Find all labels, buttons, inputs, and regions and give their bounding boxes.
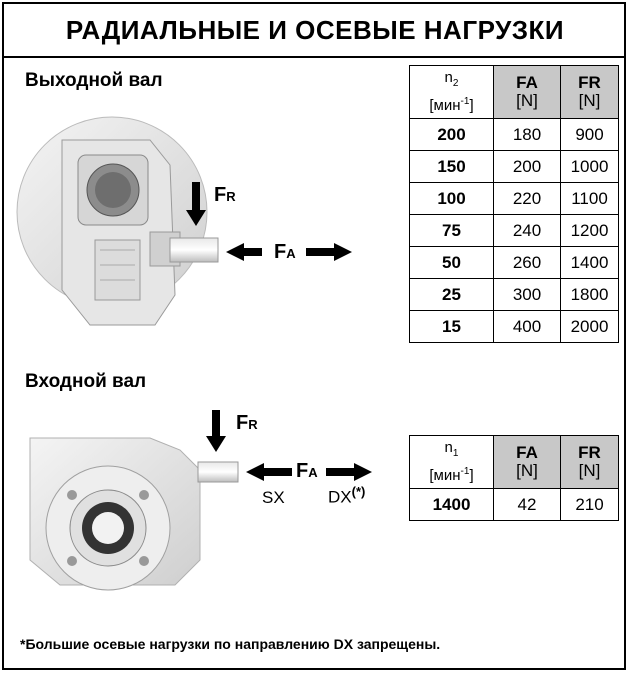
table-row xyxy=(410,279,619,311)
input-shaft-label: Входной вал xyxy=(25,371,147,392)
cell-fa: 180 xyxy=(494,119,561,151)
cell-fa: 42 xyxy=(494,489,561,521)
cell-fa: 300 xyxy=(494,279,561,311)
table-row xyxy=(410,183,619,215)
cell-fr: 1100 xyxy=(561,183,619,215)
header-fr: FR [N] xyxy=(561,66,619,119)
output-gearbox-drawing xyxy=(17,117,218,325)
table-row xyxy=(410,247,619,279)
header-fr: FR [N] xyxy=(561,436,619,489)
table-row xyxy=(410,489,619,521)
header-fa: FA [N] xyxy=(494,66,561,119)
input-load-table xyxy=(409,435,619,521)
input-fa-label: FA xyxy=(296,460,318,482)
cell-fr: 900 xyxy=(561,119,619,151)
output-fa-label: FA xyxy=(274,241,296,263)
footnote: *Большие осевые нагрузки по направлению DX запрещены. xyxy=(20,636,441,652)
cell-speed: 25 xyxy=(410,279,494,311)
table-row xyxy=(410,119,619,151)
cell-fa: 240 xyxy=(494,215,561,247)
input-fa-left-arrow xyxy=(246,463,292,481)
cell-fr: 1400 xyxy=(561,247,619,279)
page-title: РАДИАЛЬНЫЕ И ОСЕВЫЕ НАГРУЗКИ xyxy=(4,4,626,58)
header-speed: $n_2$ [мин$^{-1}$] xyxy=(410,66,494,119)
cell-fa: 200 xyxy=(494,151,561,183)
cell-fr: 1800 xyxy=(561,279,619,311)
cell-fa: 400 xyxy=(494,311,561,343)
input-fr-label: FR xyxy=(236,412,258,434)
output-shaft-label: Выходной вал xyxy=(25,70,163,91)
header-fa: FA [N] xyxy=(494,436,561,489)
cell-fa: 260 xyxy=(494,247,561,279)
direction-sx-label: SX xyxy=(262,488,285,507)
cell-fr: 1000 xyxy=(561,151,619,183)
cell-speed: 150 xyxy=(410,151,494,183)
output-load-table xyxy=(409,65,619,343)
output-fr-label: FR xyxy=(214,184,236,206)
input-gearbox-drawing xyxy=(30,438,238,590)
cell-speed: 100 xyxy=(410,183,494,215)
cell-speed: 75 xyxy=(410,215,494,247)
table-row xyxy=(410,215,619,247)
table-row xyxy=(410,151,619,183)
output-fa-right-arrow xyxy=(306,243,352,261)
header-speed: $n_1$ [мин$^{-1}$] xyxy=(410,436,494,489)
input-fr-arrow xyxy=(206,410,226,452)
cell-fr: 210 xyxy=(561,489,619,521)
table-row xyxy=(410,311,619,343)
cell-speed: 1400 xyxy=(410,489,494,521)
input-fa-right-arrow xyxy=(326,463,372,481)
cell-speed: 15 xyxy=(410,311,494,343)
cell-fa: 220 xyxy=(494,183,561,215)
cell-fr: 1200 xyxy=(561,215,619,247)
cell-fr: 2000 xyxy=(561,311,619,343)
cell-speed: 200 xyxy=(410,119,494,151)
direction-dx-label: DX(*) xyxy=(328,484,366,507)
output-fa-left-arrow xyxy=(226,243,262,261)
cell-speed: 50 xyxy=(410,247,494,279)
